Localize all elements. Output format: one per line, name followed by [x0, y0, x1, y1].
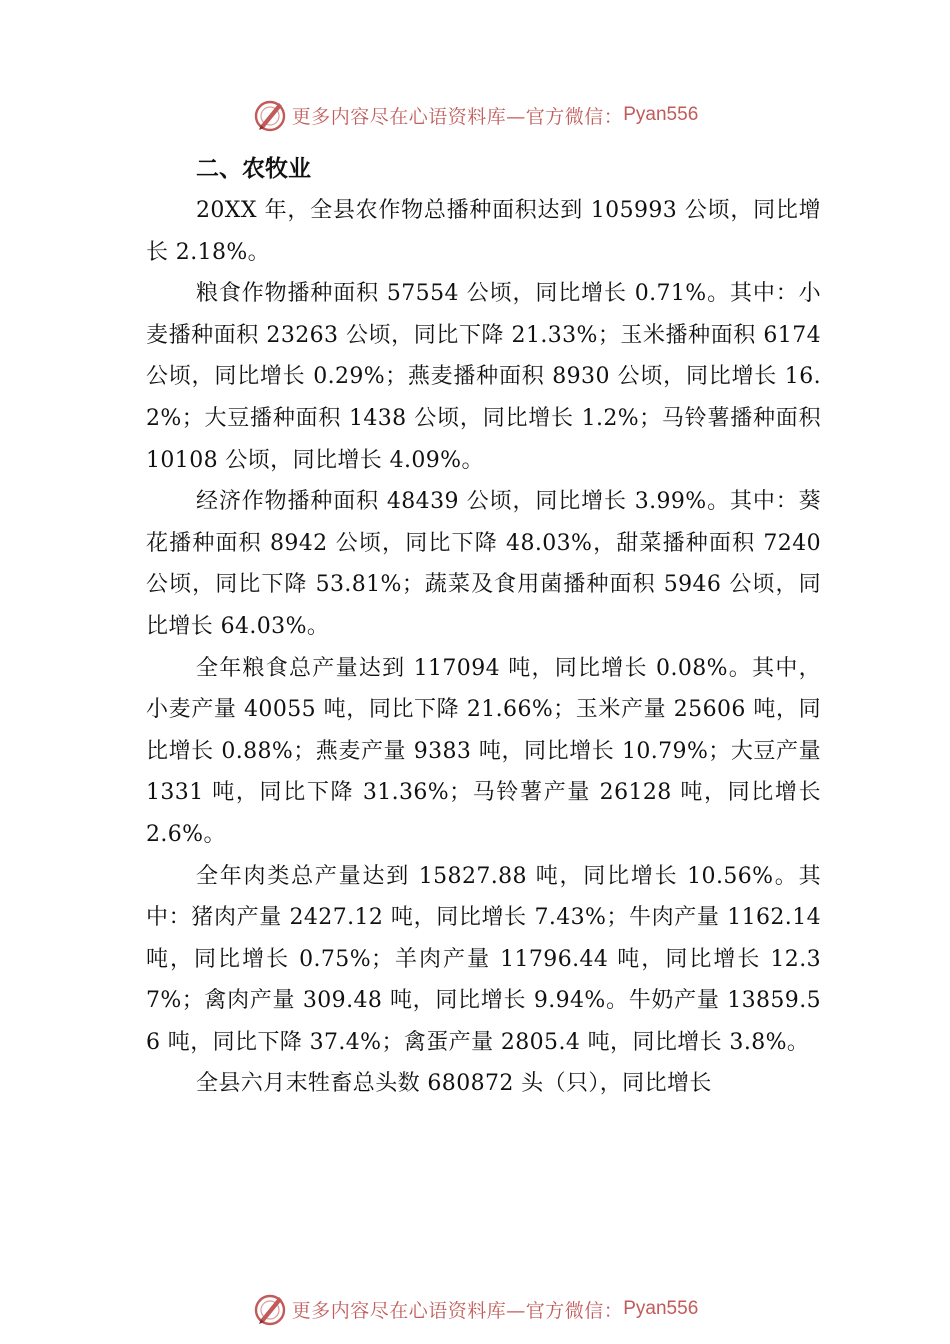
document-body: [146, 148, 821, 1105]
paragraph-total-sown-area: 20XX 年，全县农作物总播种面积达到 105993 公顷，同比增长 2.18%。: [146, 198, 821, 265]
watermark-wechat-id: Pyan556: [623, 1298, 699, 1319]
paragraph-meat-output: 全年肉类总产量达到 15827.88 吨，同比增长 10.56%。其中：猪肉产量 2427.12 吨，同比增长 7.43%；牛肉产量 1162.14 吨，同比增长 0.75%；羊肉产量 11796.44 吨，同比增长 12.37%；禽肉产量 309.48 吨，同比增长 9.94%。牛奶产量 13859.56 吨，同比下降 37.4%；禽蛋产量 2805.4 吨，同比增长 3.8%。: [146, 863, 821, 1055]
paragraph-livestock-count: 全县六月末牲畜总头数 680872 头（只），同比增长: [196, 1071, 712, 1097]
header-watermark-banner: [0, 95, 950, 135]
section-heading: 二、农牧业: [196, 156, 311, 182]
paragraph-grain-output: 全年粮食总产量达到 117094 吨，同比增长 0.08%。其中，小麦产量 40055 吨，同比下降 21.66%；玉米产量 25606 吨，同比增长 0.88%；燕麦产量 9383 吨，同比增长 10.79%；大豆产量 1331 吨，同比下降 31.36%；马铃薯产量 26128 吨，同比增长 2.6%。: [146, 655, 821, 847]
pen-circle-logo-icon: [252, 1291, 288, 1327]
pen-circle-logo-icon: [252, 97, 288, 133]
watermark-text: 更多内容尽在心语资料库—官方微信：: [291, 105, 624, 128]
watermark-wechat-id: Pyan556: [623, 104, 699, 125]
watermark-text: 更多内容尽在心语资料库—官方微信：: [291, 1299, 624, 1322]
footer-watermark-banner: [0, 1289, 950, 1329]
paragraph-grain-crops-area: 粮食作物播种面积 57554 公顷，同比增长 0.71%。其中：小麦播种面积 23263 公顷，同比下降 21.33%；玉米播种面积 6174 公顷，同比增长 0.29%；燕麦播种面积 8930 公顷，同比增长 16.2%；大豆播种面积 1438 公顷，同比增长 1.2%；马铃薯播种面积 10108 公顷，同比增长 4.09%。: [146, 281, 821, 473]
paragraph-economic-crops-area: 经济作物播种面积 48439 公顷，同比增长 3.99%。其中：葵花播种面积 8942 公顷，同比下降 48.03%，甜菜播种面积 7240 公顷，同比下降 53.81%；蔬菜及食用菌播种面积 5946 公顷，同比增长 64.03%。: [146, 489, 821, 639]
